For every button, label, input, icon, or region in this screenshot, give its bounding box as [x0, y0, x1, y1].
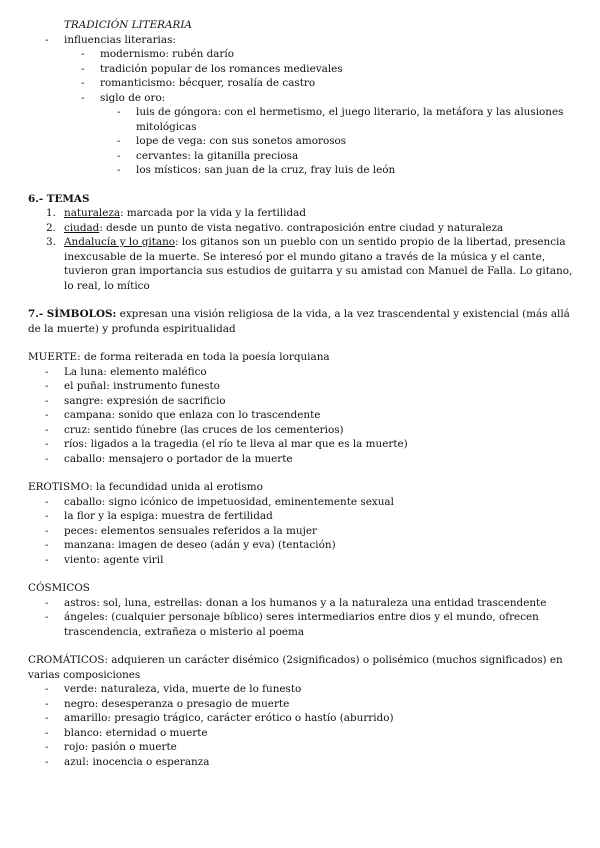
list-item: - rojo: pasión o muerte: [45, 741, 177, 753]
section-title-tradicion: TRADICIÓN LITERARIA: [64, 19, 192, 31]
list-item: - los místicos: san juan de la cruz, fray luis de león: [117, 164, 396, 176]
document-page: [28, 18, 576, 769]
list-item: - La luna: elemento maléfico: [45, 365, 207, 378]
list-item: - blanco: eternidad o muerte: [45, 726, 208, 739]
section-heading-simbolos: 7.- SÍMBOLOS: expresan una visión religiosa de la vida, a la vez trascendental y existencial (más allá de la muerte) y profunda espiritualidad: [28, 308, 570, 335]
list-item: - viento: agente viril: [45, 553, 164, 566]
list-item: - caballo: signo icónico de impetuosidad, eminentemente sexual: [45, 495, 394, 508]
subsection-heading-cromaticos: CROMÁTICOS: adquieren un carácter disémico (2significados) o polisémico (muchos significados) en varias composiciones: [28, 654, 563, 681]
list-item: - ríos: ligados a la tragedia (el río te lleva al mar que es la muerte): [45, 438, 408, 450]
list-item: - modernismo: rubén darío: [81, 48, 234, 60]
list-item: 3. Andalucía y lo gitano: los gitanos son un pueblo con un sentido propio de la libertad, presencia inexcusable de la muerte. Se interesó por el mundo gitano a través de la música y el cante, tuvieron gran importancia sus estudios de guitarra y su amistad con Manuel de Falla. Lo gitano, lo real, lo mítico: [46, 236, 573, 292]
subsection-heading-cosmicos: CÓSMICOS: [28, 582, 90, 594]
list-item: - siglo de oro:: [81, 91, 166, 104]
list-item: - caballo: mensajero o portador de la muerte: [45, 452, 293, 465]
list-item: - ángeles: (cualquier personaje bíblico) seres intermediarios entre dios y el mundo, ofrecen trascendencia, extrañeza o misterio al poema: [45, 611, 539, 638]
list-item: 2. ciudad: desde un punto de vista negativo. contraposición entre ciudad y naturaleza: [46, 221, 504, 234]
list-item: - sangre: expresión de sacrificio: [45, 394, 226, 407]
section-heading-temas: 6.- TEMAS: [28, 192, 90, 205]
list-item: - verde: naturaleza, vida, muerte de lo funesto: [45, 683, 302, 695]
list-item: - romanticismo: bécquer, rosalía de castro: [81, 77, 316, 89]
list-item: - campana: sonido que enlaza con lo trascendente: [45, 409, 321, 421]
subsection-heading-muerte: MUERTE: de forma reiterada en toda la poesía lorquiana: [28, 351, 330, 363]
list-item: - peces: elementos sensuales referidos a la mujer: [45, 524, 317, 537]
list-item: - influencias literarias:: [45, 33, 176, 46]
list-item: - amarillo: presagio trágico, carácter erótico o hastío (aburrido): [45, 712, 394, 724]
list-item: - tradición popular de los romances medievales: [81, 62, 343, 75]
list-item: - negro: desesperanza o presagio de muerte: [45, 697, 290, 710]
subsection-heading-erotismo: EROTISMO: la fecundidad unida al erotismo: [28, 481, 263, 493]
list-item: - lope de vega: con sus sonetos amorosos: [117, 135, 347, 147]
list-item: - luis de góngora: con el hermetismo, el juego literario, la metáfora y las alusiones mitológicas: [117, 106, 564, 133]
list-item: - el puñal: instrumento funesto: [45, 380, 220, 392]
list-item: - la flor y la espiga: muestra de fertilidad: [45, 510, 273, 522]
list-item: - cervantes: la gitanilla preciosa: [117, 149, 299, 162]
list-item: 1. naturaleza: marcada por la vida y la fertilidad: [46, 207, 306, 219]
list-item: - cruz: sentido fúnebre (las cruces de los cementerios): [45, 423, 344, 436]
list-item: - manzana: imagen de deseo (adán y eva) (tentación): [45, 539, 336, 551]
list-item: - astros: sol, luna, estrellas: donan a los humanos y a la naturaleza una entidad trascendente: [45, 596, 547, 609]
list-item: - azul: inocencia o esperanza: [45, 755, 210, 768]
